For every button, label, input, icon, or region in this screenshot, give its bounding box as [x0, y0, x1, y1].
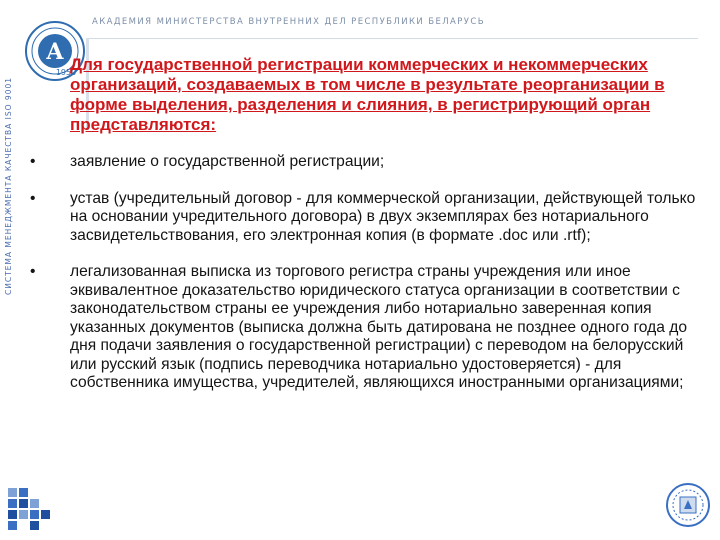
blue-squares-decoration [8, 488, 56, 534]
bullet-icon: • [30, 189, 36, 207]
slide-content [30, 55, 702, 411]
quality-system-label: СИСТЕМА МЕНЕДЖМЕНТА КАЧЕСТВА ISO 9001 [4, 76, 13, 295]
logo-year: 1950 [55, 68, 77, 77]
list-item [30, 190, 702, 246]
list-item-text: устав (учредительный договор - для коммерческой организации, действующей только на основании учредительного договора) в двух экземплярах без нотариального засвидетельствования, его электронная копия (в формате .doc или .rtf); [70, 189, 696, 244]
slide-heading: Для государственной регистрации коммерческих и некоммерческих организаций, создаваемых в том числе в результате реорганизации в форме выделения, разделения и слияния, в регистрирующий орган представляются: [70, 55, 665, 134]
list-item [30, 153, 702, 172]
seal-emblem-icon [665, 482, 711, 528]
requirements-list [30, 153, 702, 393]
list-item-text: легализованная выписка из торгового регистра страны учреждения или иное эквивалентное доказательство юридического статуса организации в соответствии с законодательством страны ее учреждения либо нотариально заверенная копия указанных документов (выписка должна быть датирована не позднее одного года до дня подачи заявления о государственной регистрации) с переводом на белорусский или русский язык (подпись переводчика нотариально удостоверяется) - для собственника имущества, учредителей, являющихся иностранными организациями; [70, 263, 688, 391]
list-item-text: заявление о государственной регистрации; [70, 153, 385, 170]
header-org-line: АКАДЕМИЯ МИНИСТЕРСТВА ВНУТРЕННИХ ДЕЛ РЕСПУБЛИКИ БЕЛАРУСЬ [92, 17, 485, 27]
bullet-icon: • [30, 153, 36, 170]
logo-letter: А [46, 39, 64, 65]
bullet-icon: • [30, 263, 36, 280]
list-item [30, 263, 702, 393]
